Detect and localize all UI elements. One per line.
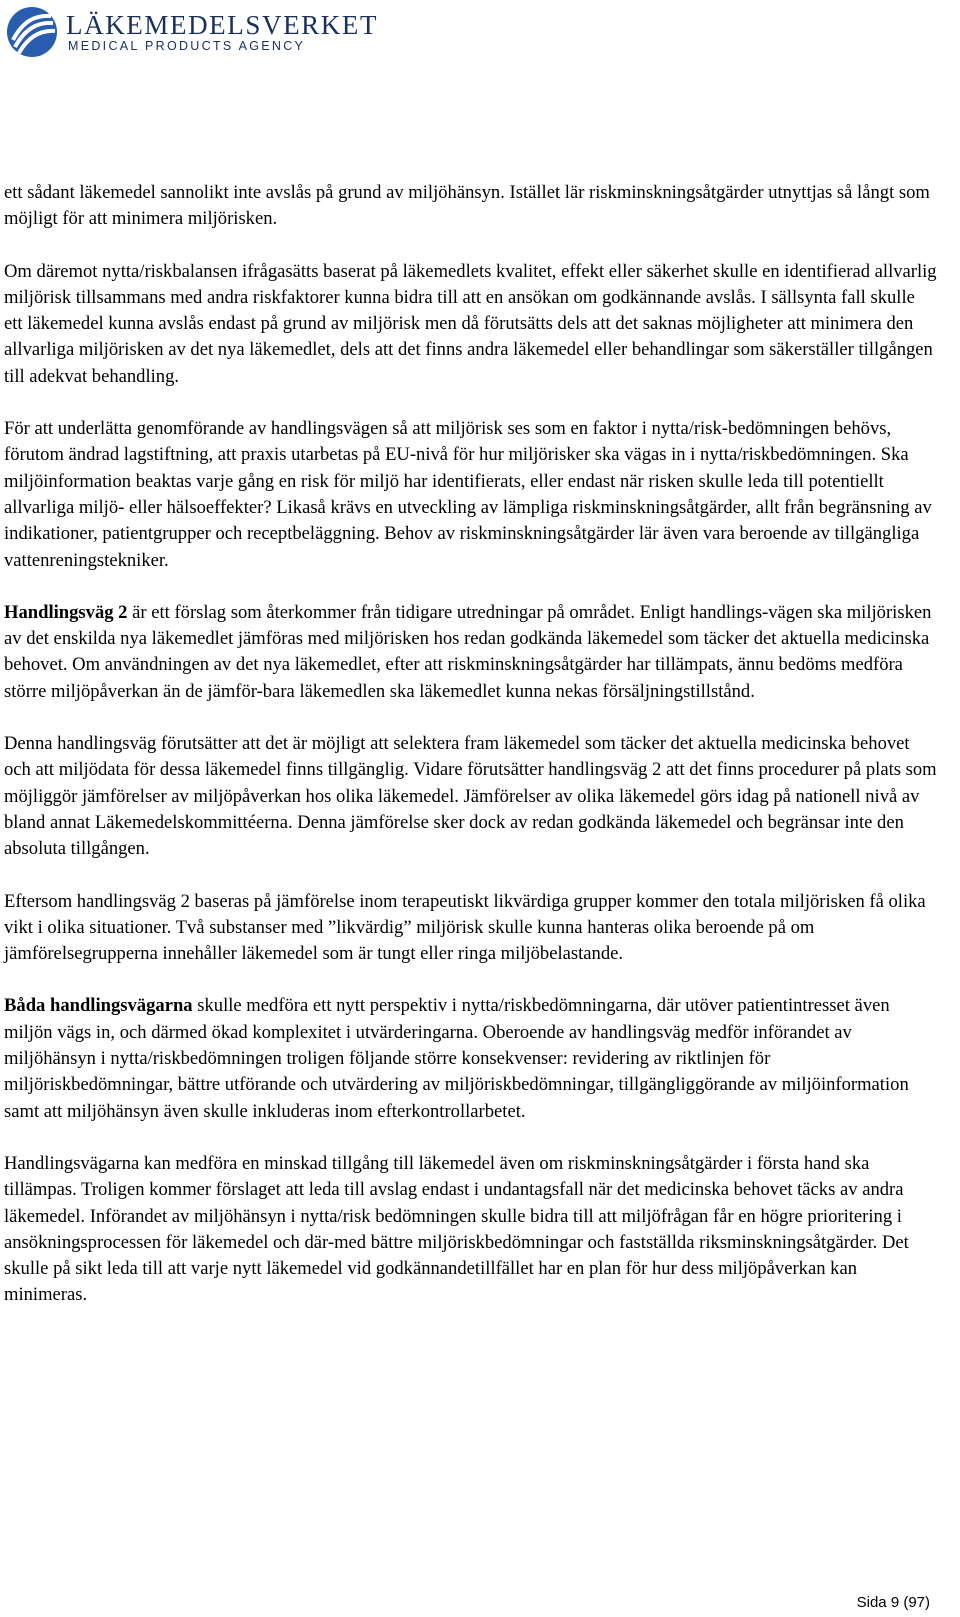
header [6, 4, 378, 60]
agency-name: LÄKEMEDELSVERKET [66, 10, 379, 40]
paragraph [4, 993, 938, 1124]
agency-subtitle: MEDICAL PRODUCTS AGENCY [68, 39, 306, 53]
paragraph [4, 259, 938, 390]
paragraph-text: Handlingsvägarna kan medföra en minskad tillgång till läkemedel även om riskminskningsåtgärder i första hand ska tillämpas. Troligen kommer förslaget att leda till avslag endast i undantagsfall när det medicinska behovet täcks av andra läkemedel. Införandet av miljöhänsyn i nytta/risk bedömningen skulle bidra till att miljöfrågan får en högre prioritering i ansökningsprocessen för läkemedel och där-med bättre miljöriskbedömningar och fastställda riksminskningsåtgärder. Det skulle på sikt leda till att varje nytt läkemedel vid godkännandetillfället har en plan för hur dess miljöpåverkan kan minimeras. [4, 1152, 909, 1306]
paragraph-text: Om däremot nytta/riskbalansen ifrågasätts baserat på läkemedlets kvalitet, effekt eller säkerhet skulle en identifierad allvarlig miljörisk tillsammans med andra riskfaktorer kunna bidra till att en ansökan om godkännande avslås. I sällsynta fall skulle ett läkemedel kunna avslås endast på grund av miljörisk men då förutsätts dels att det saknas möjligheter att minimera den allvarliga miljörisken av det nya läkemedlet, dels att det finns andra läkemedel eller behandlingar som säkerställer tillgången till adekvat behandling. [4, 260, 937, 387]
paragraph-text: skulle medföra ett nytt perspektiv i nytta/riskbedömningarna, där utöver patientintresset även miljön vägs in, och därmed ökad komplexitet i utvärderingarna. Oberoende av handlingsväg medför införandet av miljöhänsyn i nytta/riskbedömningen troligen följande större konsekvenser: revidering av riktlinjen för miljöriskbedömningar, bättre utförande och utvärdering av miljöriskbedömningar, tillgängliggörande av miljöinformation samt att miljöhänsyn även skulle inkluderas inom efterkontrollarbetet. [4, 995, 909, 1122]
document-body [4, 180, 938, 1335]
paragraph-lead: Handlingsväg 2 [4, 601, 128, 623]
paragraph [4, 180, 938, 233]
paragraph [4, 600, 938, 705]
paragraph-text: Denna handlingsväg förutsätter att det är möjligt att selektera fram läkemedel som täcker det aktuella medicinska behovet och att miljödata för dessa läkemedel finns tillgänglig. Vidare förutsätter handlingsväg 2 att det finns procedurer på plats som möjliggör jämförelser av miljöpåverkan hos olika läkemedel. Jämförelser av olika läkemedel görs idag på nationell nivå av bland annat Läkemedelskommittéerna. Denna jämförelse sker dock av redan godkända läkemedel och begränsar inte den absoluta tillgången. [4, 733, 937, 860]
paragraph-lead: Båda handlingsvägarna [4, 995, 193, 1017]
paragraph [4, 1151, 938, 1309]
paragraph-text: För att underlätta genomförande av handlingsvägen så att miljörisk ses som en faktor i nytta/risk-bedömningen behövs, förutom ändrad lagstiftning, att praxis utarbetas på EU-nivå för hur miljörisker ska vägas in i nytta/riskbedömningen. Ska miljöinformation beaktas varje gång en risk för miljö har identifierats, eller endast när risken skulle leda till potentiellt allvarliga miljö- eller hälsoeffekter? Likaså krävs en utveckling av lämpliga riskminskningsåtgärder, allt från begränsning av indikationer, patientgrupper och receptbeläggning. Behov av riskminskningsåtgärder lär även vara beroende av tillgängliga vattenreningstekniker. [4, 418, 932, 571]
paragraph-text: ett sådant läkemedel sannolikt inte avslås på grund av miljöhänsyn. Istället lär riskminskningsåtgärder utnyttjas så långt som möjligt för att minimera miljörisken. [4, 182, 930, 230]
paragraph [4, 889, 938, 968]
paragraph [4, 416, 938, 574]
paragraph-text: Eftersom handlingsväg 2 baseras på jämförelse inom terapeutiskt likvärdiga grupper kommer den totala miljörisken få olika vikt i olika situationer. Två substanser med ”likvärdig” miljörisk skulle kunna hanteras olika beroende på om jämförelsegrupperna innehåller läkemedel som är tungt eller ringa miljöbelastande. [4, 890, 926, 965]
paragraph-text: är ett förslag som återkommer från tidigare utredningar på området. Enligt handlings-vägen ska miljörisken av det enskilda nya läkemedlet jämföras med miljörisken hos redan godkända läkemedel som täcker det aktuella medicinska behovet. Om användningen av det nya läkemedlet, efter att riskminskningsåtgärder har tillämpats, ännu bedöms medföra större miljöpåverkan än de jämför-bara läkemedlen ska läkemedlet kunna nekas försäljningstillstånd. [4, 601, 932, 702]
agency-logo-icon [6, 6, 58, 58]
paragraph [4, 731, 938, 862]
agency-name-block [66, 11, 378, 53]
page-number: Sida 9 (97) [856, 1594, 930, 1611]
